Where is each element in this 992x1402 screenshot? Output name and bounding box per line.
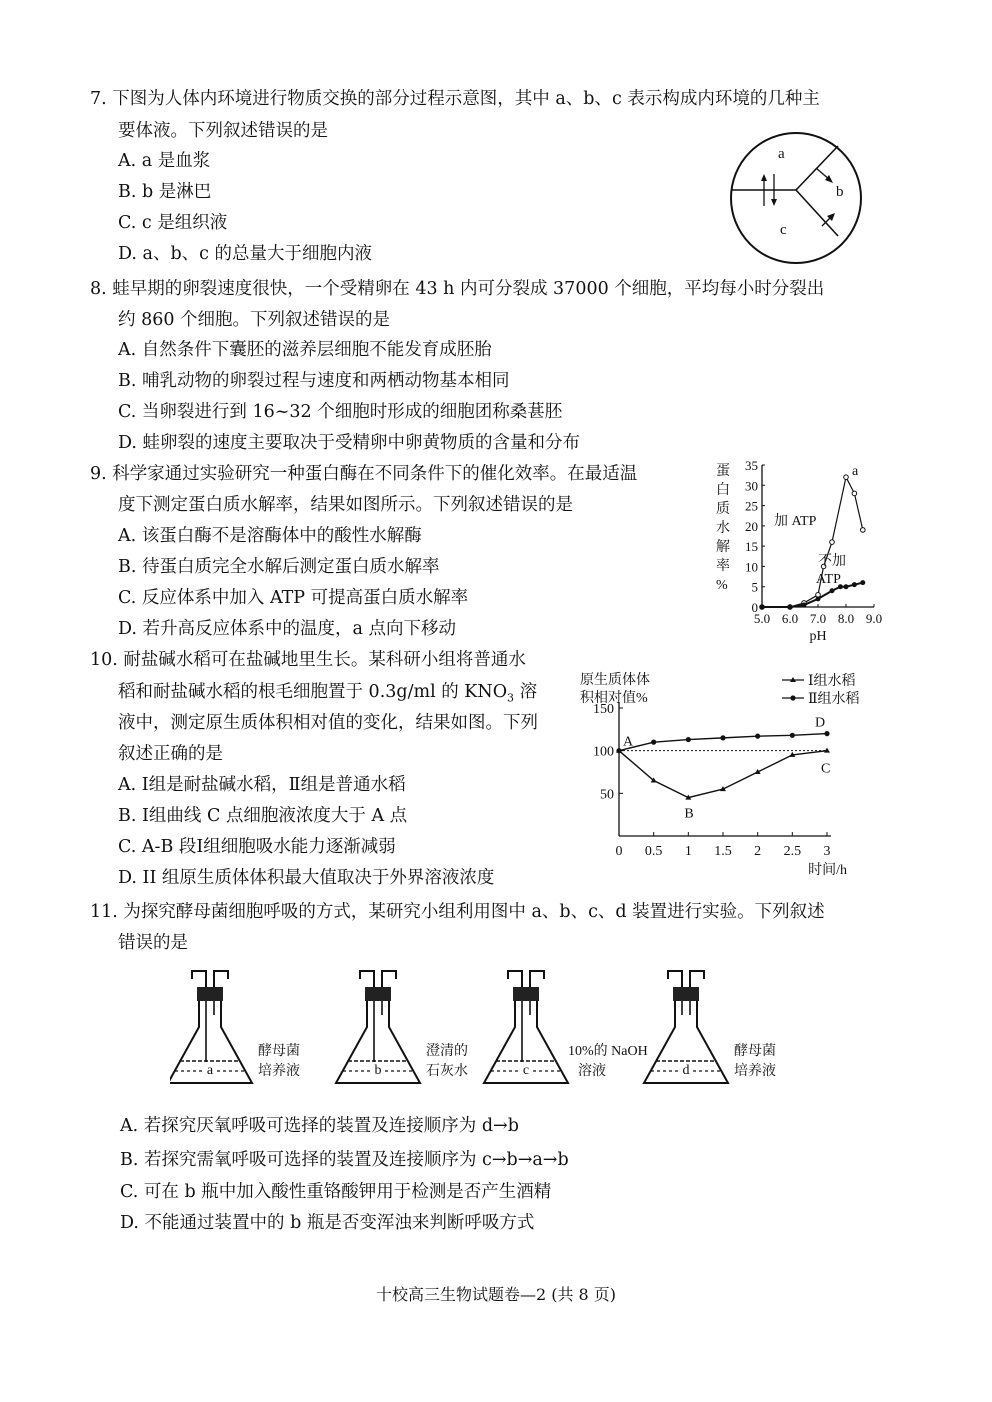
series-without-atp-point: [844, 584, 849, 589]
x-tick-label: 7.0: [809, 611, 827, 626]
series-without-atp-point: [760, 605, 765, 610]
q10-option-b: B. Ⅰ组曲线 C 点细胞液浓度大于 A 点: [118, 806, 408, 826]
x-tick-label: 0: [615, 844, 623, 859]
q9-option-b: B. 待蛋白质完全水解后测定蛋白质水解率: [118, 557, 440, 577]
x-tick-label: 6.0: [781, 611, 799, 626]
series-with-atp-point: [852, 491, 857, 496]
y-axis-label-char: 水: [716, 521, 730, 536]
q9-stem-line2: 度下测定蛋白质水解率，结果如图所示。下列叙述错误的是: [118, 495, 573, 515]
q7-stem-line1: 7. 下图为人体内环境进行物质交换的部分过程示意图，其中 a、b、c 表示构成内环境的几种主: [90, 89, 820, 109]
flask-label-line1: 澄清的: [426, 1044, 468, 1059]
flask-tube-right: [530, 971, 544, 987]
y-axis-label-char: 蛋: [716, 464, 730, 479]
x-tick-label: 5.0: [753, 611, 771, 626]
q7-option-b: B. b 是淋巴: [118, 182, 212, 202]
q11-option-a: A. 若探究厌氧呼吸可选择的装置及连接顺序为 d→b: [120, 1116, 519, 1136]
x-tick-label: 9.0: [865, 611, 883, 626]
series-with-atp-label: 加 ATP: [774, 514, 817, 529]
y-tick-label: 150: [593, 702, 614, 717]
flask-label-line2: 培养液: [258, 1064, 300, 1079]
series-without-atp-label-1: 不加: [818, 554, 846, 569]
q10-volume-chart: [572, 668, 872, 878]
q10-stem-line1: 10. 耐盐碱水稻可在盐碱地里生长。某科研小组将普通水: [90, 650, 526, 670]
q10-option-c: C. A-B 段Ⅰ组细胞吸水能力逐渐减弱: [118, 837, 396, 857]
q9-option-a: A. 该蛋白酶不是溶酶体中的酸性水解酶: [118, 526, 422, 546]
flask-tube-left: [668, 971, 682, 987]
flask-stopper: [513, 987, 539, 1001]
q10-subscript: 3: [507, 691, 515, 705]
y-tick-label: 50: [600, 787, 614, 803]
series-group2-point: [790, 733, 795, 738]
flask-label-line1: 10%的 NaOH: [568, 1044, 648, 1059]
q8-option-b: B. 哺乳动物的卵裂过程与速度和两栖动物基本相同: [118, 371, 510, 391]
q11-stem-line1: 11. 为探究酵母菌细胞呼吸的方式，某研究小组利用图中 a、b、c、d 装置进行实验。下列叙述: [90, 902, 825, 922]
legend-group2-marker: [790, 695, 795, 700]
x-tick-label: 2: [754, 844, 762, 859]
y-axis-label-char: 白: [716, 483, 730, 498]
q9-option-d: D. 若升高反应体系中的温度，a 点向下移动: [118, 619, 457, 639]
flask-tube-right: [382, 971, 396, 987]
q10-stem-line4: 叙述正确的是: [118, 744, 223, 764]
q11-option-d: D. 不能通过装置中的 b 瓶是否变浑浊来判断呼吸方式: [120, 1213, 535, 1233]
q7-label-a: a: [778, 146, 785, 162]
q10-stem-line2: [118, 681, 537, 710]
series-group2-point: [755, 734, 760, 739]
q9-stem-line1: 9. 科学家通过实验研究一种蛋白酶在不同条件下的催化效率。在最适温: [90, 464, 638, 484]
flask-label-line1: 酵母菌: [734, 1044, 776, 1059]
y-tick-label: 15: [745, 539, 758, 555]
x-tick-label: 8.0: [837, 611, 855, 626]
y-axis-label-char: 率: [716, 559, 730, 574]
q7-label-b: b: [836, 184, 844, 200]
page-footer: 十校高三生物试题卷—2 (共 8 页): [375, 1285, 617, 1304]
q11-option-c: C. 可在 b 瓶中加入酸性重铬酸钾用于检测是否产生酒精: [120, 1182, 552, 1202]
flask-label-line1: 酵母菌: [258, 1044, 300, 1059]
series-without-atp-point: [802, 602, 807, 607]
q8-stem-line1: 8. 蛙早期的卵裂速度很快，一个受精卵在 43 h 内可分裂成 37000 个细胞，平均每小时分裂出: [90, 279, 825, 299]
series-group2-point: [720, 735, 725, 740]
q7-label-c: c: [780, 222, 787, 238]
flask-stopper: [365, 987, 391, 1001]
y-axis-label-char: 解: [716, 540, 730, 555]
flask-label-line2: 培养液: [734, 1064, 776, 1079]
flask-stopper: [673, 987, 699, 1001]
y-tick-label: 0: [751, 600, 758, 615]
point-b-label: B: [684, 806, 694, 822]
flask-b: [336, 971, 468, 1083]
flask-a: [170, 971, 300, 1083]
legend-group2-label: Ⅱ组水稻: [808, 692, 860, 707]
y-tick-label: 20: [745, 518, 758, 534]
y-axis-label-char: %: [716, 578, 728, 593]
flask-tube-right: [690, 971, 704, 987]
flask-stopper: [197, 987, 223, 1001]
q7-option-c: C. c 是组织液: [118, 213, 228, 233]
flask-tube-right: [214, 971, 228, 987]
y-tick-label: 5: [751, 579, 758, 595]
point-a-label: A: [623, 734, 634, 750]
flask-letter: b: [374, 1063, 382, 1078]
series-with-atp-point: [830, 540, 835, 545]
y-axis-label-line1: 原生质体体: [580, 673, 650, 688]
q7-stem-line2: 要体液。下列叙述错误的是: [118, 121, 328, 141]
y-tick-label: 100: [593, 744, 614, 760]
q9-ph-chart: [712, 455, 892, 655]
q7-option-d: D. a、b、c 的总量大于细胞内液: [118, 244, 373, 264]
x-axis-label: 时间/h: [808, 863, 847, 878]
q7-option-a: A. a 是血浆: [118, 151, 211, 171]
y-tick-label: 25: [745, 498, 758, 514]
q11-option-b: B. 若探究需氧呼吸可选择的装置及连接顺序为 c→b→a→b: [120, 1150, 569, 1170]
y-axis-label-char: 质: [716, 502, 730, 517]
q10-stem-line2-text: 稻和耐盐碱水稻的根毛细胞置于 0.3g/ml 的 KNO: [118, 682, 508, 702]
x-tick-label: 1: [684, 844, 692, 859]
legend-group1-label: Ⅰ组水稻: [808, 674, 856, 689]
flask-letter: c: [522, 1063, 530, 1078]
y-tick-label: 30: [745, 478, 758, 494]
x-axis-label: pH: [809, 629, 827, 644]
flask-c: [484, 971, 648, 1083]
q11-stem-line2: 错误的是: [118, 933, 188, 953]
flask-label-line2: 石灰水: [426, 1064, 468, 1079]
q10-stem-line3: 液中，测定原生质体积相对值的变化，结果如图。下列: [118, 713, 538, 733]
q8-stem-line2: 约 860 个细胞。下列叙述错误的是: [118, 310, 391, 330]
series-group2-point: [651, 740, 656, 745]
flask-d: [644, 971, 776, 1083]
y-tick-label: 10: [745, 559, 758, 575]
y-axis-label-line2: 积相对值%: [580, 691, 648, 706]
flask-tube-left: [192, 971, 206, 987]
x-tick-label: 0.5: [644, 844, 663, 859]
x-tick-label: 3: [823, 844, 831, 859]
q10-option-a: A. Ⅰ组是耐盐碱水稻，Ⅱ组是普通水稻: [118, 775, 406, 795]
series-without-atp-point: [788, 605, 793, 610]
q10-option-d: D. II 组原生质体体积最大值取决于外界溶液浓度: [118, 868, 495, 888]
series-without-atp-label-2: ATP: [816, 572, 841, 587]
flask-label-line2: 溶液: [578, 1064, 606, 1079]
q8-option-a: A. 自然条件下囊胚的滋养层细胞不能发育成胚胎: [118, 340, 492, 360]
series-without-atp-point: [830, 588, 835, 593]
series-group2-point: [686, 737, 691, 742]
q9-option-c: C. 反应体系中加入 ATP 可提高蛋白质水解率: [118, 588, 469, 608]
x-tick-label: 1.5: [714, 844, 732, 859]
q7-circle-diagram: [726, 130, 866, 266]
flask-letter: d: [682, 1063, 690, 1078]
x-tick-label: 2.5: [783, 844, 802, 859]
flask-tube-left: [360, 971, 374, 987]
series-with-atp-point: [844, 475, 849, 480]
q10-stem-line2-tail: 溶: [514, 682, 538, 702]
point-d-label: D: [815, 715, 826, 731]
flask-tube-left: [508, 971, 522, 987]
y-tick-label: 35: [745, 458, 758, 473]
q8-option-c: C. 当卵裂进行到 16~32 个细胞时形成的细胞团称桑葚胚: [118, 402, 563, 422]
point-c-label: C: [821, 761, 831, 777]
q11-flask-apparatus: [170, 965, 830, 1100]
flask-letter: a: [206, 1063, 214, 1078]
series-group2-point: [824, 731, 829, 736]
point-a-label: a: [852, 464, 859, 480]
series-without-atp-point: [852, 582, 857, 587]
q8-option-d: D. 蛙卵裂的速度主要取决于受精卵中卵黄物质的含量和分布: [118, 433, 581, 453]
series-without-atp-point: [816, 596, 821, 601]
series-without-atp-point: [860, 580, 865, 585]
series-with-atp-point: [861, 528, 866, 533]
